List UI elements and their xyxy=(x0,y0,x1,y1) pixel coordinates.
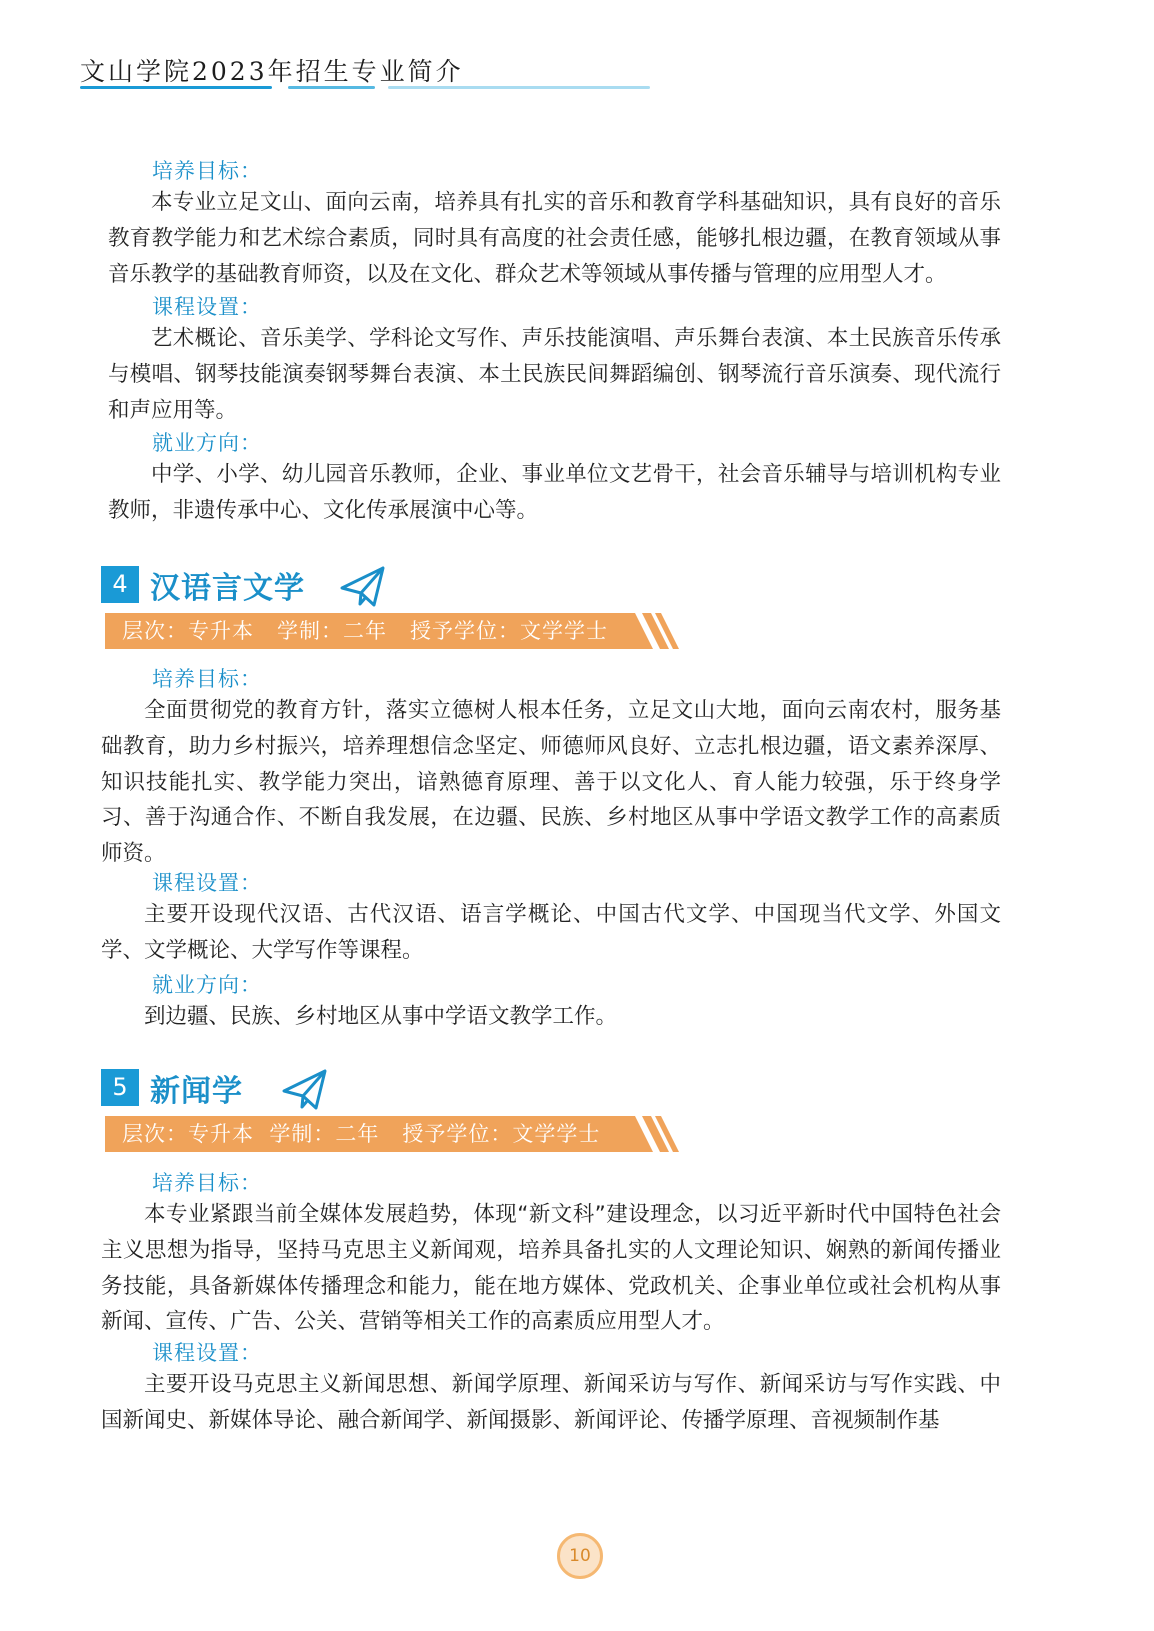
header-underline-2 xyxy=(288,86,375,89)
section-4-title: 汉语言文学 xyxy=(150,571,305,606)
section-5-goal-label: 培养目标： xyxy=(152,1171,262,1195)
section-5-number: 5 xyxy=(101,1069,139,1106)
section-5-courses-label: 课程设置： xyxy=(152,1341,262,1365)
section-5-courses-text: 主要开设马克思主义新闻思想、新闻学原理、新闻采访与写作、新闻采访与写作实践、中国新闻史、新媒体导论、融合新闻学、新闻摄影、新闻评论、传播学原理、音视频制作基 xyxy=(101,1372,1001,1433)
page-number: 10 xyxy=(557,1533,603,1579)
music-goal-label: 培养目标： xyxy=(152,159,262,183)
paper-plane-icon xyxy=(282,1069,328,1111)
section-4-goal-label: 培养目标： xyxy=(152,667,262,691)
header-underline-3 xyxy=(388,86,650,89)
music-courses-label: 课程设置： xyxy=(152,295,262,319)
section-4-goal-text: 全面贯彻党的教育方针，落实立德树人根本任务，立足文山大地，面向云南农村，服务基础教育，助力乡村振兴，培养理想信念坚定、师德师风良好、立志扎根边疆，语文素养深厚、知识技能扎实、教学能力突出，谙熟德育原理、善于以文化人、育人能力较强，乐于终身学习、善于沟通合作、不断自我发展，在边疆、民族、乡村地区从事中学语文教学工作的高素质师资。 xyxy=(101,698,1001,867)
section-4-career-label: 就业方向： xyxy=(152,973,262,997)
music-career-text: 中学、小学、幼儿园音乐教师，企业、事业单位文艺骨干，社会音乐辅导与培训机构专业教师，非遗传承中心、文化传承展演中心等。 xyxy=(108,462,1001,523)
paper-plane-icon xyxy=(340,566,386,608)
section-5-title: 新闻学 xyxy=(150,1074,243,1109)
header-title: 文山学院2023年招生专业简介 xyxy=(80,57,464,86)
section-4-courses-label: 课程设置： xyxy=(152,871,262,895)
music-courses-text: 艺术概论、音乐美学、学科论文写作、声乐技能演唱、声乐舞台表演、本土民族音乐传承与模唱、钢琴技能演奏钢琴舞台表演、本土民族民间舞蹈编创、钢琴流行音乐演奏、现代流行和声应用等。 xyxy=(108,326,1001,423)
music-goal-text: 本专业立足文山、面向云南，培养具有扎实的音乐和教育学科基础知识，具有良好的音乐教育教学能力和艺术综合素质，同时具有高度的社会责任感，能够扎根边疆，在教育领域从事音乐教学的基础教育师资，以及在文化、群众艺术等领域从事传播与管理的应用型人才。 xyxy=(108,190,1001,287)
section-5-goal-text: 本专业紧跟当前全媒体发展趋势，体现“新文科”建设理念，以习近平新时代中国特色社会主义思想为指导，坚持马克思主义新闻观，培养具备扎实的人文理论知识、娴熟的新闻传播业务技能，具备新媒体传播理念和能力，能在地方媒体、党政机关、企事业单位或社会机构从事新闻、宣传、广告、公关、营销等相关工作的高素质应用型人才。 xyxy=(101,1202,1001,1335)
section-4-career-text: 到边疆、民族、乡村地区从事中学语文教学工作。 xyxy=(144,1004,618,1029)
section-5-banner-text: 层次：专升本 学制：二年 授予学位：文学学士 xyxy=(122,1122,601,1146)
header-underline-1 xyxy=(80,86,272,89)
section-4-banner-text: 层次：专升本 学制：二年 授予学位：文学学士 xyxy=(122,619,609,643)
section-4-courses-text: 主要开设现代汉语、古代汉语、语言学概论、中国古代文学、中国现当代文学、外国文学、文学概论、大学写作等课程。 xyxy=(101,902,1001,963)
section-4-number: 4 xyxy=(101,566,139,603)
music-career-label: 就业方向： xyxy=(152,431,262,455)
